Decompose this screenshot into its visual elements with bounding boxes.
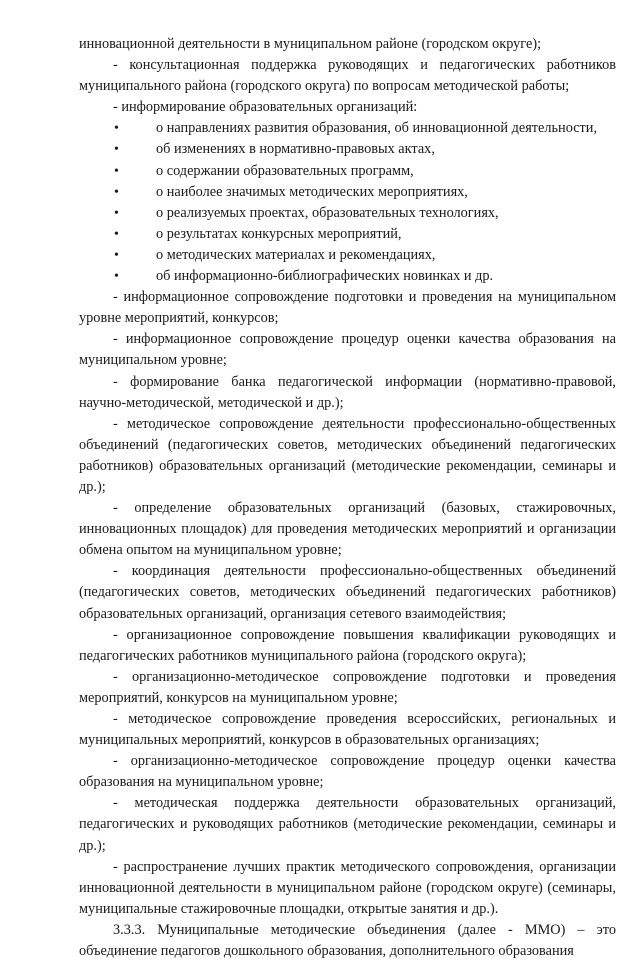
bullet-text: о реализуемых проектах, образовательных технологиях, (156, 204, 499, 221)
bullet-icon: • (114, 247, 119, 263)
list-item: - информационное сопровождение подготовки и проведения на муниципальном уровне мероприятий, конкурсов; (79, 289, 616, 327)
list-item: - организационно-методическое сопровождение подготовки и проведения мероприятий, конкурсов на муниципальном уровне; (79, 668, 616, 706)
list-item: - методическое сопровождение деятельности профессионально-общественных объединений (педагогических советов, методических объединений педагогических работников) образовательных организаций (методические рекомендации, семинары и др.); (79, 415, 616, 495)
list-item: - формирование банка педагогической информации (нормативно-правовой, научно-методической, методической и др.); (79, 373, 616, 411)
bullet-item (79, 161, 616, 182)
list-item: - организационно-методическое сопровождение процедур оценки качества образования на муниципальном уровне; (79, 753, 616, 791)
list-item: - информационное сопровождение процедур оценки качества образования на муниципальном уровне; (79, 331, 616, 369)
bullet-item (79, 266, 616, 287)
list-item: - консультационная поддержка руководящих и педагогических работников муниципального района (городского округа) по вопросам методической работы; (79, 57, 616, 95)
bullet-text: о наиболее значимых методических мероприятиях, (156, 183, 468, 200)
list-item: - методическая поддержка деятельности образовательных организаций, педагогических и руководящих работников (методические рекомендации, семинары и др.); (79, 795, 616, 854)
bullet-item (79, 203, 616, 224)
section-paragraph: 3.3.3. Муниципальные методические объединения (далее - ММО) – это объединение педагогов дошкольного образования, дополнительного образования (79, 921, 616, 960)
bullet-item (79, 224, 616, 245)
list-item: - организационное сопровождение повышения квалификации руководящих и педагогических работников муниципального района (городского округа); (79, 626, 616, 664)
bullet-text: о направлениях развития образования, об инновационной деятельности, (156, 120, 598, 137)
bullet-icon: • (114, 184, 119, 200)
list-item: - информирование образовательных организаций: (113, 99, 418, 116)
list-item: - координация деятельности профессионально-общественных объединений (педагогических советов, методических объединений педагогических работников) образовательных организаций, организация сетевого взаимодействия; (79, 563, 616, 622)
text-line: инновационной деятельности в муниципальном районе (городском округе); (79, 36, 542, 52)
bullet-icon: • (114, 163, 119, 179)
bullet-item (79, 139, 616, 160)
bullet-item (79, 182, 616, 203)
bullet-text: о содержании образовательных программ, (156, 162, 414, 179)
bullet-item (79, 118, 616, 139)
bullet-icon: • (114, 205, 119, 221)
list-item: - методическое сопровождение проведения всероссийских, региональных и муниципальных мероприятий, конкурсов в образовательных организациях; (79, 711, 616, 749)
bullet-text: об информационно-библиографических новинках и др. (156, 268, 494, 285)
bullet-icon: • (114, 121, 119, 137)
list-item: - определение образовательных организаций (базовых, стажировочных, инновационных площадок) для проведения методических мероприятий и организации обмена опытом на муниципальном уровне; (79, 500, 616, 559)
bullet-text: об изменениях в нормативно-правовых актах, (156, 141, 435, 158)
bullet-list (79, 118, 616, 287)
bullet-text: о результатах конкурсных мероприятий, (156, 225, 402, 242)
list-item: - распространение лучших практик методического сопровождения, организации инновационной деятельности в муниципальном районе (городском округе) (семинары, муниципальные стажировочные площадки, открытые занятия и др.). (79, 858, 616, 917)
bullet-icon: • (114, 269, 119, 285)
bullet-item (79, 245, 616, 266)
bullet-text: о методических материалах и рекомендациях, (156, 246, 436, 263)
bullet-icon: • (114, 226, 119, 242)
bullet-icon: • (114, 142, 119, 158)
